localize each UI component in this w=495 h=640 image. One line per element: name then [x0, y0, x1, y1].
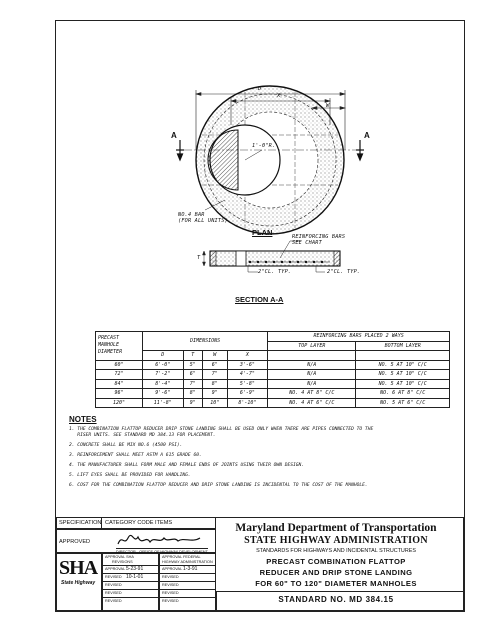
- standards-subtitle: STANDARDS FOR HIGHWAYS AND INCIDENTAL STRUCTURES: [256, 548, 416, 554]
- table-cell: 3'-6": [227, 360, 268, 370]
- table-cell: 60": [96, 360, 143, 370]
- table-row: [96, 360, 450, 370]
- clear-cover-note-1: 2"CL. TYP.: [258, 269, 292, 275]
- revised-label-3: REVISED: [105, 583, 122, 587]
- note-item: 1. THE COMBINATION FLATTOP REDUCER DRIP STONE LANDING SHALL BE USED ONLY WHEN THERE ARE PIPES CONNECTED TO THE RISER UNITS. SEE STANDARD MD 384.13 FOR PLACEMENT.: [69, 427, 374, 439]
- plan-title: PLAN: [252, 228, 273, 237]
- approval-rule-3: [102, 581, 216, 582]
- table-cell: NO. 5 AT 10" C/C: [356, 370, 450, 380]
- table-cell: 8'-4": [143, 379, 184, 389]
- table-cell: NO. 5 AT 6" C/C: [356, 398, 450, 408]
- plan-dim-w-label: W: [326, 103, 330, 109]
- approval-label-right: APPROVAL: [162, 567, 183, 571]
- table-cell: 96": [96, 389, 143, 399]
- approval-date-right: 1-3-91: [183, 566, 198, 572]
- table-header-w: W: [202, 351, 227, 361]
- table-cell: NO. 5 AT 10" C/C: [356, 379, 450, 389]
- revised-label-6: REVISED: [162, 591, 179, 595]
- table-cell: 8'-10": [227, 398, 268, 408]
- table-cell: 5'-8": [227, 379, 268, 389]
- director-label: DIRECTOR - OFFICE OF HIGHWAY DEVELOPMENT: [116, 549, 208, 554]
- table-cell: 4'-7": [227, 370, 268, 380]
- approval-rule-2: [102, 573, 216, 574]
- title-block: [56, 517, 464, 611]
- table-header-dimensions: DIMENSIONS: [143, 332, 268, 351]
- table-cell: 84": [96, 379, 143, 389]
- table-cell: 5": [183, 360, 202, 370]
- table-cell: NO. 4 AT 8" C/C: [268, 389, 356, 399]
- standard-number: STANDARD NO. MD 384.15: [278, 595, 394, 604]
- bar-note-line-2: (FOR ALL UNITS): [178, 218, 228, 224]
- notes-heading: NOTES: [69, 415, 97, 424]
- table-cell: 6'-0": [143, 360, 184, 370]
- approval-sha-label: APPROVAL SHA: [105, 555, 134, 559]
- director-signature: [114, 532, 204, 548]
- table-header-precast: PRECAST MANHOLE DIAMETER: [96, 332, 143, 361]
- revised-label-8: REVISED: [162, 599, 179, 603]
- note-item: 4. THE MANUFACTURER SHALL FORM MALE AND FEMALE ENDS OF JOINTS USING THEIR OWN DESIGN.: [69, 462, 305, 468]
- revised-label-1: REVISED: [105, 575, 122, 579]
- table-header-bottom-layer: BOTTOM LAYER: [356, 341, 450, 351]
- table-header-reinforcing: REINFORCING BARS PLACED 2 WAYS: [268, 332, 450, 342]
- table-row: [96, 398, 450, 408]
- table-cell: 6'-9": [227, 389, 268, 399]
- section-mark-right: A: [364, 131, 370, 140]
- sha-logo: SHA: [59, 557, 98, 579]
- table-cell: NO. 5 AT 10" C/C: [356, 360, 450, 370]
- approval-rule-1: [102, 565, 216, 566]
- note-item: 2. CONCRETE SHALL BE MIX NO.6 (4500 PSI).: [69, 443, 183, 449]
- revised-label-7: REVISED: [105, 599, 122, 603]
- table-cell: 8": [202, 379, 227, 389]
- bar-note-line-1: NO.4 BAR: [178, 212, 205, 218]
- table-cell: NO. 4 AT 6" C/C: [268, 398, 356, 408]
- revised-date: 10-1-01: [126, 574, 144, 580]
- note-item: 6. COST FOR THE COMBINATION FLATTOP REDUCER AND DRIP STONE LANDING IS INCIDENTAL TO THE COST OF THE MANHOLE.: [69, 482, 368, 488]
- section-mark-left: A: [171, 131, 177, 140]
- table-cell: 10": [202, 398, 227, 408]
- table-header-t: T: [183, 351, 202, 361]
- category-code-label: CATEGORY CODE ITEMS: [105, 520, 173, 526]
- notes-list: [69, 427, 454, 493]
- table-cell: N/A: [268, 360, 356, 370]
- plan-dim-x-label: X: [277, 93, 281, 99]
- note-item: 3. REINFORCEMENT SHALL MEET ASTM A 615 GRADE 60.: [69, 453, 202, 459]
- table-cell: 11'-8": [143, 398, 184, 408]
- reinf-note-line-1: REINFORCING BARS: [292, 234, 346, 240]
- plan-dim-d-label: D: [258, 86, 262, 92]
- revised-label-2: REVISED: [162, 575, 179, 579]
- table-cell: 6": [202, 360, 227, 370]
- dimensions-table: [95, 331, 450, 408]
- clear-cover-note-2: 2"CL. TYP.: [327, 269, 361, 275]
- approval-date-left: 5-23-91: [126, 566, 144, 572]
- table-row: [96, 370, 450, 380]
- table-cell: 7": [183, 379, 202, 389]
- agency-name: STATE HIGHWAY ADMINISTRATION: [244, 535, 428, 546]
- section-dim-t: T: [197, 255, 201, 261]
- table-cell: 7": [202, 370, 227, 380]
- drawing-title-line-2: REDUCER AND DRIP STONE LANDING: [259, 568, 413, 577]
- table-header-d: D: [143, 351, 184, 361]
- table-header-blank-bottom: [356, 351, 450, 361]
- reinf-note-line-2: SEE CHART: [292, 240, 322, 246]
- table-cell: 120": [96, 398, 143, 408]
- table-header-top-layer: TOP LAYER: [268, 341, 356, 351]
- org-name: Maryland Department of Transportation: [235, 522, 437, 534]
- table-cell: NO. 6 AT 8" C/C: [356, 389, 450, 399]
- table-cell: 9'-6": [143, 389, 184, 399]
- table-cell: N/A: [268, 379, 356, 389]
- revisions-label: REVISIONS: [112, 560, 133, 564]
- drawing-title-line-3: FOR 60" TO 120" DIAMETER MANHOLES: [255, 579, 417, 588]
- approval-federal-label-2: HIGHWAY ADMINISTRATION: [162, 560, 213, 564]
- approval-rule-4: [102, 589, 216, 590]
- section-slab: [210, 251, 340, 266]
- section-title: SECTION A-A: [235, 295, 284, 304]
- revised-label-4: REVISED: [162, 583, 179, 587]
- table-header-x: X: [227, 351, 268, 361]
- table-cell: 9": [183, 398, 202, 408]
- table-cell: 72": [96, 370, 143, 380]
- drawing-title-line-1: PRECAST COMBINATION FLATTOP: [266, 557, 406, 566]
- table-cell: 6": [183, 370, 202, 380]
- table-cell: 7'-2": [143, 370, 184, 380]
- table-cell: 8": [183, 389, 202, 399]
- approved-label: APPROVED: [59, 539, 91, 545]
- table-row: [96, 379, 450, 389]
- sha-logo-sub: State Highway: [61, 580, 96, 586]
- approval-label-left: APPROVAL: [105, 567, 126, 571]
- table-cell: 9": [202, 389, 227, 399]
- approval-rule-5: [102, 597, 216, 598]
- table-header-blank-top: [268, 351, 356, 361]
- revised-label-5: REVISED: [105, 591, 122, 595]
- approval-federal-label-1: APPROVAL FEDERAL: [162, 555, 201, 559]
- radius-note: 1'-0"R.: [252, 143, 276, 149]
- note-item: 5. LIFT EYES SHALL BE PROVIDED FOR HANDLING.: [69, 472, 191, 478]
- specification-label: SPECIFICATION: [59, 520, 102, 526]
- table-row: [96, 389, 450, 399]
- table-cell: N/A: [268, 370, 356, 380]
